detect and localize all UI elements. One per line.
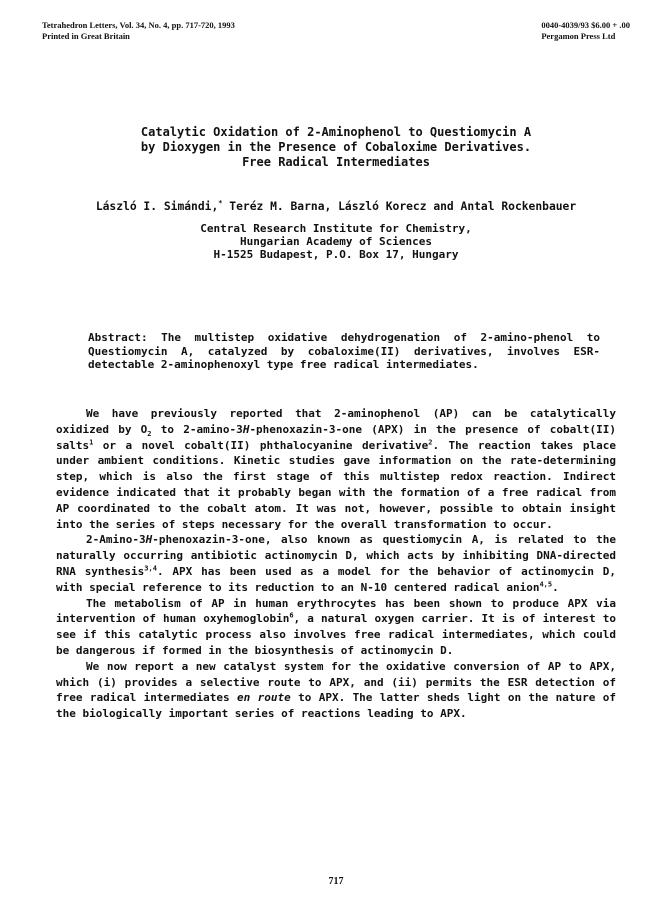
affiliation-line-3: H-1525 Budapest, P.O. Box 17, Hungary [213, 248, 459, 261]
reference-mark: 6 [289, 611, 294, 620]
reference-mark: 1 [89, 437, 94, 446]
paragraph-1: We have previously reported that 2-aminophenol (AP) can be catalytically oxidized by $O_2$ to 2-amino-3H-phenoxazin-3-one (APX) in the presence of cobalt(II) salts$^1$ or a novel cobalt(II) phthalocyanine derivative$^2$. The reaction takes place under ambient conditions. Kinetic studies gave information on the rate-determining step, which is also the first stage of this multistep redox reaction. Indirect evidence indicated that it probably began with the formation of a free radical from AP coordinated to the cobalt atom. It was not, however, possible to obtain insight into the series of steps necessary for the overall transformation to occur. [56, 407, 617, 531]
reference-mark: 4,5 [539, 580, 553, 589]
reference-mark: 2 [428, 437, 433, 446]
abstract [88, 331, 600, 372]
printed-in-line: Printed in Great Britain [42, 31, 130, 41]
paper-title [40, 125, 632, 170]
paragraph-4: We now report a new catalyst system for the oxidative conversion of AP to APX, which (i) provides a selective route to APX, and (ii) permits the ESR detection of free radical intermediates en route to APX. The latter sheds light on the nature of the biologically important series of reactions leading to APX. [56, 659, 616, 721]
page-number: 717 [328, 876, 344, 887]
publisher-info [541, 20, 630, 42]
journal-line: Tetrahedron Letters, Vol. 34, No. 4, pp. 717-720, 1993 [42, 20, 235, 30]
paragraph-2: 2-Amino-3H-phenoxazin-3-one, also known as questiomycin A, is related to the naturally occurring antibiotic actinomycin D, which acts by inhibiting DNA-directed RNA synthesis$^{3,4}$. APX has been used as a model for the behavior of actinomycin D, with special reference to its reduction to an N-10 centered radical anion$^{4,5}$. [56, 533, 617, 594]
abstract-text: The multistep oxidative dehydrogenation of 2-amino-phenol to Questiomycin A, catalyzed by cobaloxime(II) derivatives, involves ESR-detectable 2-aminophenoxyl type free radical intermediates. [88, 331, 600, 371]
title-line-3: Free Radical Intermediates [242, 155, 430, 169]
first-author: László I. Simándi, [95, 199, 219, 213]
title-line-2: by Dioxygen in the Presence of Cobaloxime Derivatives. [140, 140, 532, 154]
body-text [56, 406, 616, 722]
title-line-1: Catalytic Oxidation of 2-Aminophenol to Questiomycin A [140, 125, 532, 139]
other-authors: Teréz M. Barna, László Korecz and Antal Rockenbauer [222, 199, 577, 213]
abstract-label: Abstract: [88, 331, 148, 344]
paragraph-3: The metabolism of AP in human erythrocytes has been shown to produce APX via intervention of human oxyhemoglobin$^6$, a natural oxygen carrier. It is of interest to see if this catalytic process also involves free radical intermediates, which could be dangerous if formed in the biosynthesis of actinomycin D. [56, 596, 616, 657]
price-code: 0040-4039/93 $6.00 + .00 [541, 20, 630, 30]
journal-citation [42, 20, 235, 42]
affiliation-line-2: Hungarian Academy of Sciences [239, 235, 433, 248]
author-list [40, 199, 632, 213]
affiliation [40, 222, 632, 261]
publisher-name: Pergamon Press Ltd [541, 31, 616, 41]
affiliation-line-1: Central Research Institute for Chemistry, [200, 222, 472, 235]
corresponding-author-mark: * [218, 199, 223, 207]
reference-mark: 3,4 [144, 564, 157, 573]
